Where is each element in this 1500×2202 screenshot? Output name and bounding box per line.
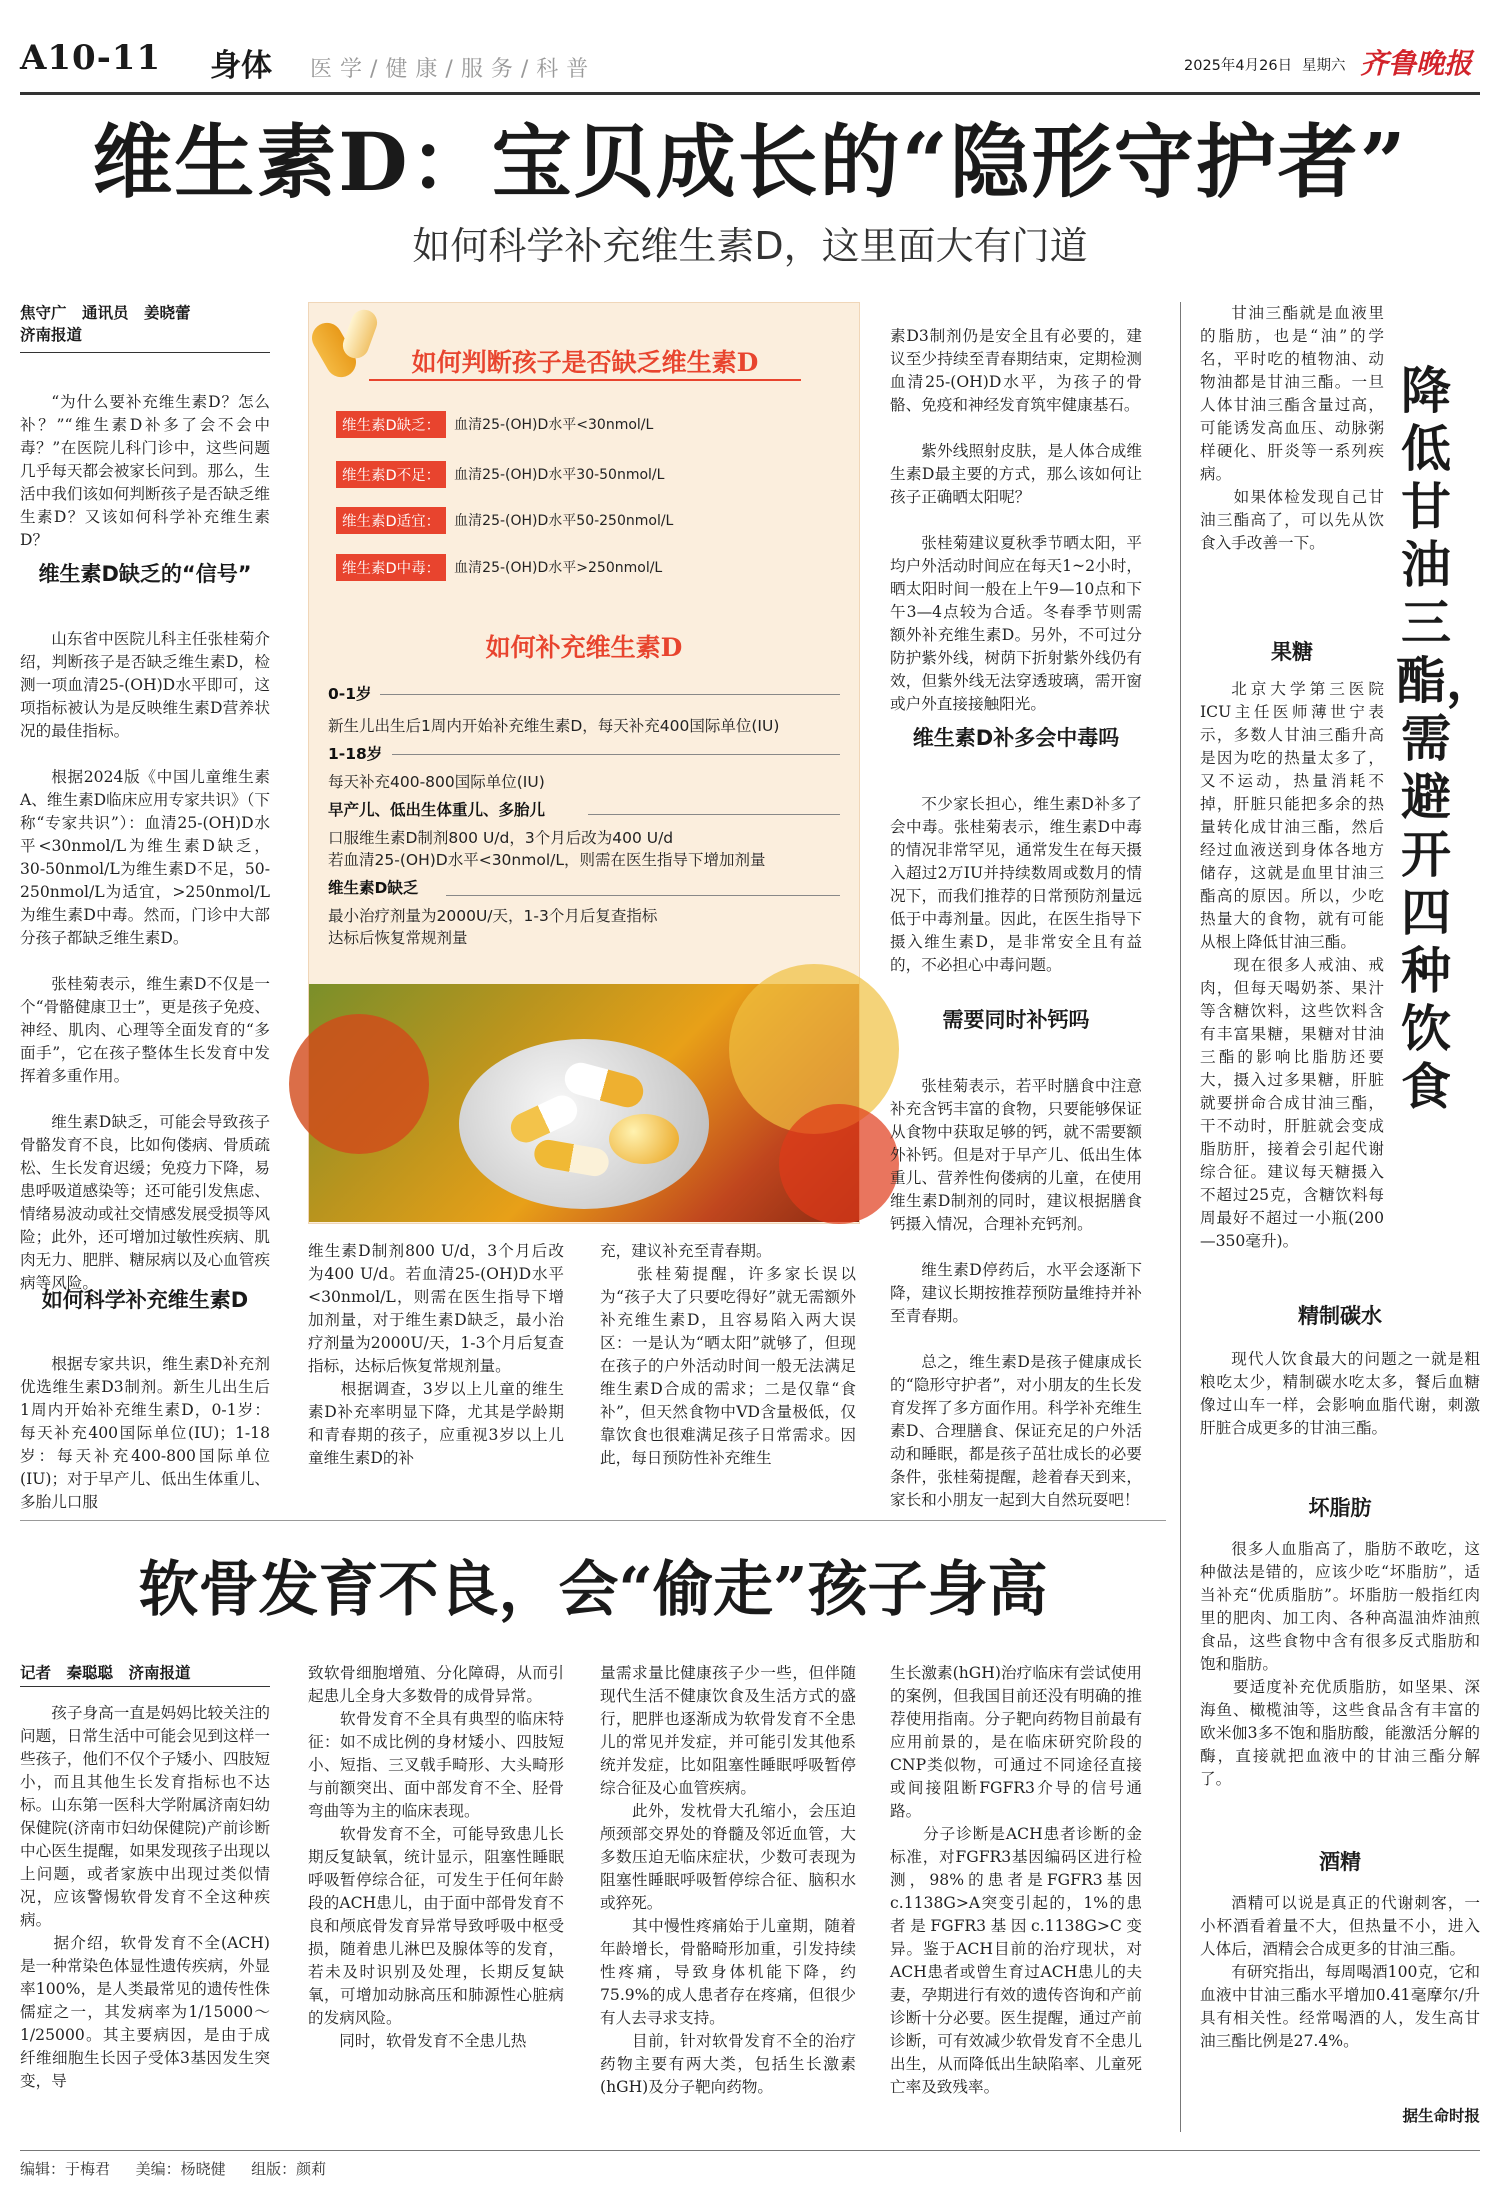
guide-age-1-18-text: 每天补充400-800国际单位(IU) <box>328 773 545 791</box>
section-name: 身体 <box>210 48 272 84</box>
guide-line-1 <box>380 694 840 695</box>
article1-title: 维生素D：宝贝成长的“隐形守护者” <box>92 115 1408 209</box>
byline-location: 济南报道 <box>20 326 83 344</box>
article1-col4-para2: 紫外线照射皮肤，是人体合成维生素D最主要的方式，那么该如何让孩子正确晒太阳呢？ <box>890 442 1142 506</box>
header-divider <box>20 92 1480 95</box>
sidebar-divider <box>1180 302 1181 2132</box>
newspaper-logo: 齐鲁晚报 <box>1360 47 1473 80</box>
heading-vitd-signal: 维生素D缺乏的“信号” <box>38 562 252 586</box>
heading-bad-fat: 坏脂肪 <box>1308 1496 1372 1520</box>
article3-source: 据生命时报 <box>1402 2107 1480 2125</box>
article1-col4-para6: 维生素D停药后，水平会逐渐下降，建议长期按推荐预防量维持并补至青春期。 <box>890 1261 1142 1325</box>
card-row-adequate <box>336 506 673 534</box>
card-row-deficient <box>336 410 653 438</box>
guide-preterm-text1: 口服维生素D制剂800 U/d，3个月后改为400 U/d <box>328 829 674 847</box>
guide-line-4 <box>446 895 840 896</box>
guide-preterm: 早产儿、低出生体重儿、多胎儿 <box>328 801 546 819</box>
article1-col4-para7: 总之，维生素D是孩子健康成长的“隐形守护者”，对小朋友的生长发育发挥了多方面作用。科学补充维生素D、合理膳食、保证充足的户外活动和睡眠，都是孩子茁壮成长的必要条件，张桂菊提醒，趁着春天到来，家长和小朋友一起到大自然玩耍吧！ <box>890 1353 1142 1509</box>
card-title-underline <box>369 379 801 381</box>
article1-para3: 张桂菊表示，维生素D不仅是一个“骨骼健康卫士”，更是孩子免疫、神经、肌肉、心理等全面发育的“多面手”，它在孩子整体生长发育中发挥着多重作用。 <box>20 975 270 1085</box>
card-row-insufficient <box>336 460 664 488</box>
article1-para2: 根据2024版《中国儿童维生素A、维生素D临床应用专家共识》（下称“专家共识”）：血清25-(OH)D水平<30nmol/L为维生素D缺乏，30-50nmol/L为维生素D不足，50-250nmol/L为适宜，>250nmol/L为维生素D中毒。然而，门诊中大部分孩子都缺乏维生素D。 <box>20 768 270 947</box>
article1-intro: “为什么要补充维生素D？怎么补？”“维生素D补多了会不会中毒？”在医院儿科门诊中，这些问题几乎每天都会被家长问到。那么，生活中我们该如何判断孩子是否缺乏维生素D？又该如何科学补充维生素D？ <box>20 393 270 549</box>
heading-fructose: 果糖 <box>1271 640 1313 664</box>
article3-fructose-text-wide <box>1200 1018 1480 1278</box>
card-title-judge: 如何判断孩子是否缺乏维生素D <box>411 348 759 377</box>
article3-intro: 甘油三酯就是血液里的脂肪，也是“油”的学名，平时吃的植物油、动物油都是甘油三酯。一旦人体甘油三酯含量过高，可能诱发高血压、动脉粥样硬化、肝炎等一系列疾病。 如果体检发现自己甘油三酯高了，可以先从饮食入手改善一下。 <box>1200 304 1384 552</box>
guide-line-3 <box>588 814 840 815</box>
article1-col4-para3: 张桂菊建议夏秋季节晒太阳，平均户外活动时间应在每天1~2小时，晒太阳时间一般在上午9—10点和下午3—4点较为合适。冬春季节则需额外补充维生素D。另外，不可过分防护紫外线，树荫下折射紫外线仍有效，但紫外线无法穿透玻璃，需开窗或户外直接接触阳光。 <box>890 534 1142 713</box>
article2-col2: 致软骨细胞增殖、分化障碍，从而引起患儿全身大多数骨的成骨异常。 软骨发育不全具有典型的临床特征：如不成比例的身材矮小、四肢短小、短指、三叉戟手畸形、大头畸形与前额突出、面中部发育不全、胫骨弯曲等为主的临床表现。 软骨发育不全，可能导致患儿长期反复缺氧，统计显示，阻塞性睡眠呼吸暂停综合征，可发生于任何年龄段的ACH患儿，由于面中部骨发育不良和颅底骨发育异常导致呼吸中枢受损，随着患儿淋巴及腺体等的发育，若未及时识别及处理，长期反复缺氧，可增加动脉高压和肺源性心脏病的发病风险。 同时，软骨发育不全患儿热 <box>308 1664 564 2050</box>
heading-how-supplement: 如何科学补充维生素D <box>41 1288 249 1312</box>
article1-subtitle: 如何科学补充维生素D，这里面大有门道 <box>412 224 1088 268</box>
article1-col1-top <box>20 368 270 550</box>
article2-col1: 孩子身高一直是妈妈比较关注的问题，日常生活中可能会见到这样一些孩子，他们不仅个子矮小、四肢短小，而且其他生长发育指标也不达标。山东第一医科大学附属济南妇幼保健院(济南市妇幼保健院)产前诊断中心医生提醒，如果发现孩子出现以上问题，或者家族中出现过类似情况，应该警惕软骨发育不全这种疾病。 据介绍，软骨发育不全(ACH)是一种常染色体显性遗传疾病，外显率100%，是人类最常见的遗传性侏儒症之一，其发病率为1/15000～1/25000。其主要病因，是由于成纤维细胞生长因子受体3基因发生突变，导 <box>20 1704 270 2090</box>
article1-col4-para5: 张桂菊表示，若平时膳食中注意补充含钙丰富的食物，只要能够保证从食物中获取足够的钙，就不需要额外补钙。但是对于早产儿、低出生体重儿、营养性佝偻病的儿童，在使用维生素D制剂的同时，建议根据膳食钙摄入情况，合理补充钙剂。 <box>890 1077 1142 1233</box>
heading-alcohol: 酒精 <box>1319 1850 1361 1874</box>
card-row-key: 维生素D不足： <box>336 461 446 488</box>
guide-line-2 <box>392 754 840 755</box>
article1-col4-mid <box>890 770 1142 980</box>
article1-byline <box>20 302 270 346</box>
article2-byline: 记者 秦聪聪 济南报道 <box>20 1664 191 1682</box>
article1-para1: 山东省中医院儿科主任张桂菊介绍，判断孩子是否缺乏维生素D，检测一项血清25-(OH)D水平即可，这项指标被认为是反映维生素D营养状况的最佳指标。 <box>20 630 270 740</box>
guide-age-0-1: 0-1岁 <box>328 685 372 703</box>
issue-weekday: 星期六 <box>1302 58 1346 74</box>
card-row-value: 血清25-(OH)D水平<30nmol/L <box>454 417 654 433</box>
card-title-supplement: 如何补充维生素D <box>485 633 683 662</box>
guide-preterm-text2: 若血清25-(OH)D水平<30nmol/L，则需在医生指导下增加剂量 <box>328 851 766 869</box>
heading-overdose: 维生素D补多会中毒吗 <box>912 726 1120 750</box>
article3-fructose-text: 北京大学第三医院ICU主任医师薄世宁表示，多数人甘油三酯升高是因为吃的热量太多了，又不运动，热量消耗不掉，肝脏只能把多余的热量转化成甘油三酯，然后经过血液送到身体各地方储存，这就是血里甘油三酯高的原因。所以，少吃热量大的食物，就有可能从根上降低甘油三酯。 现在很多人戒油、戒肉，但每天喝奶茶、果汁等含糖饮料，这些饮料含有丰富果糖，果糖对甘油三酯的影响比脂肪还要大，摄入过多果糖，肝脏就要拼命合成甘油三酯，干不动时，肝脏就会变成脂肪肝，接着会引起代谢综合征。建议每天糖摄入不超过25克，含糖饮料每周最好不超过一小瓶(200—350毫升)。 <box>1200 680 1384 1250</box>
byline-underline <box>20 352 270 353</box>
article1-para4: 维生素D缺乏，可能会导致孩子骨骼发育不良，比如佝偻病、骨质疏松、生长发育迟缓；免疫力下降，易患呼吸道感染等；还可能引发焦虑、情绪易波动或社交情感发展受损等风险；此外，还可增加过敏性疾病、肌肉无力、肥胖、糖尿病以及心血管疾病等风险。 <box>20 1113 270 1292</box>
article2-top-divider <box>20 1520 1166 1521</box>
guide-deficiency-text1: 最小治疗剂量为2000U/天，1-3个月后复查指标 <box>328 907 658 925</box>
heading-refined-carbs: 精制碳水 <box>1298 1304 1382 1328</box>
article1-col4-bottom <box>890 1052 1142 1509</box>
card-row-value: 血清25-(OH)D水平50-250nmol/L <box>454 513 674 529</box>
article1-col3-under: 充，建议补充至青春期。 张桂菊提醒，许多家长误以为“孩子大了只要吃得好”就无需额外补充维生素D，且容易陷入两大误区：一是认为“晒太阳”就够了，但现在孩子的户外活动时间一般无法满足维生素D合成的需求；二是仅靠“食补”，但天然食物中VD含量极低，仅靠饮食也很难满足孩子日常需求。因此，每日预防性补充维生 <box>600 1242 856 1467</box>
page-header <box>20 38 1480 90</box>
article1-col2-under: 维生素D制剂800 U/d，3个月后改为400 U/d。若血清25-(OH)D水平<30nmol/L，则需在医生指导下增加剂量，对于维生素D缺乏，最小治疗剂量为2000U/天，1-3个月后复查指标，达标后恢复常规剂量。 根据调查，3岁以上儿童的维生素D补充率明显下降，尤其是学龄期和青春期的孩子，应重视3岁以上儿童维生素D的补 <box>308 1242 564 1467</box>
article1-col1-mid <box>20 605 270 1292</box>
article1-col4-para4: 不少家长担心，维生素D补多了会中毒。张桂菊表示，维生素D中毒的情况非常罕见，通常发生在每天摄入超过2万IU并持续数周或数月的情况下，而我们推荐的日常预防剂量远低于中毒剂量。因此，在医生指导下摄入维生素D，是非常安全且有益的，不必担心中毒问题。 <box>890 795 1142 974</box>
article1-col4-para1: 素D3制剂仍是安全且有必要的，建议至少持续至青春期结束，定期检测血清25-(OH)D水平，为孩子的骨骼、免疫和神经发育筑牢健康基石。 <box>890 327 1142 414</box>
byline-authors: 焦守广 通讯员 姜晓蕾 <box>20 304 191 322</box>
article3-title: 降低甘油三酯，需避开四种饮食 <box>1396 362 1496 1116</box>
article2-col4: 生长激素(hGH)治疗临床有尝试使用的案例，但我国目前还没有明确的推荐使用指南。分子靶向药物目前最有应用前景的，是在临床研究阶段的CNP类似物，可通过不同途径直接或间接阻断FGFR3介导的信号通路。 分子诊断是ACH患者诊断的金标准，对FGFR3基因编码区进行检测，98%的患者是FGFR3基因c.1138G>A突变引起的，1%的患者是FGFR3基因c.1138G>C变异。鉴于ACH目前的治疗现状，对ACH患者或曾生育过ACH患儿的夫妻，孕期进行有效的遗传咨询和产前诊断十分必要。医生提醒，通过产前诊断，可有效减少软骨发育不全患儿出生，从而降低出生缺陷率、儿童死亡率及致残率。 <box>890 1664 1142 2096</box>
page-number: A10-11 <box>20 38 162 78</box>
card-row-key: 维生素D中毒： <box>336 554 446 581</box>
issue-date: 2025年4月26日 <box>1184 58 1293 74</box>
card-row-value: 血清25-(OH)D水平>250nmol/L <box>454 560 663 576</box>
guide-deficiency-text2: 达标后恢复常规剂量 <box>328 929 468 947</box>
footer-art-editor: 美编：杨晓健 <box>135 2160 226 2178</box>
article1-col1-bottom <box>20 1330 270 1511</box>
article3-alcohol-text: 酒精可以说是真正的代谢刺客，一小杯酒看着量不大，但热量不小，进入人体后，酒精会合成更多的甘油三酯。 有研究指出，每周喝酒100克，它和血液中甘油三酯水平增加0.41毫摩尔/升具有相关性。经常喝酒的人，发生高甘油三酯比例是27.4%。 <box>1200 1894 1480 2050</box>
article3-carbs-text: 现代人饮食最大的问题之一就是粗粮吃太少，精制碳水吃太多，餐后血糖像过山车一样，会影响血脂代谢，刺激肝脏合成更多的甘油三酯。 <box>1200 1350 1480 1437</box>
footer-editor: 编辑：于梅君 <box>20 2160 111 2178</box>
article2-col3: 量需求量比健康孩子少一些，但伴随现代生活不健康饮食及生活方式的盛行，肥胖也逐渐成为软骨发育不全患儿的常见并发症，并可能引发其他系统并发症，比如阻塞性睡眠呼吸暂停综合征及心血管疾病。 此外，发枕骨大孔缩小，会压迫颅颈部交界处的脊髓及邻近血管，大多数压迫无临床症状，少数可表现为阻塞性睡眠呼吸暂停综合征、脑积水或猝死。 其中慢性疼痛始于儿童期，随着年龄增长，骨骼畸形加重，引发持续性疼痛，导致身体机能下降，约75.9%的成人患者存在疼痛，但很少有人去寻求支持。 目前，针对软骨发育不全的治疗药物主要有两大类，包括生长激素(hGH)及分子靶向药物。 <box>600 1664 856 2096</box>
article2-byline-underline <box>20 1686 270 1687</box>
footer-divider <box>20 2150 1480 2151</box>
heading-calcium: 需要同时补钙吗 <box>942 1008 1090 1032</box>
card-row-key: 维生素D适宜： <box>336 507 446 534</box>
footer-layout: 组版：颜莉 <box>251 2160 327 2178</box>
section-tags: 医学/健康/服务/科普 <box>310 57 597 82</box>
article1-para5: 根据专家共识，维生素D补充剂优选维生素D3制剂。新生儿出生后1周内开始补充维生素D，0-1岁：每天补充400国际单位(IU)；1-18岁：每天补充400-800国际单位(IU)；对于早产儿、低出生体重儿、多胎儿口服 <box>20 1355 270 1511</box>
card-row-value: 血清25-(OH)D水平30-50nmol/L <box>454 467 665 483</box>
card-row-toxic <box>336 553 662 581</box>
card-row-key: 维生素D缺乏： <box>336 411 446 438</box>
article2-title: 软骨发育不良，会“偷走”孩子身高 <box>138 1555 1048 1625</box>
article3-fat-text: 很多人血脂高了，脂肪不敢吃，这种做法是错的，应该少吃“坏脂肪”，适当补充“优质脂肪”。坏脂肪一般指红肉里的肥肉、加工肉、各种高温油炸油煎食品，这些食物中含有很多反式脂肪和饱和脂肪。 要适度补充优质脂肪，如坚果、深海鱼、橄榄油等，这些食品含有丰富的欧米伽3多不饱和脂肪酸，能激活分解的酶，直接就把血液中的甘油三酯分解了。 <box>1200 1540 1480 1788</box>
guide-age-1-18: 1-18岁 <box>328 745 383 763</box>
guide-age-0-1-text: 新生儿出生后1周内开始补充维生素D，每天补充400国际单位(IU) <box>328 717 780 735</box>
guide-deficiency: 维生素D缺乏 <box>328 879 419 897</box>
article1-col4-top <box>890 302 1142 714</box>
supplement-photo <box>309 984 859 1222</box>
supplement-guide <box>328 683 844 949</box>
footer-credits <box>20 2158 326 2179</box>
